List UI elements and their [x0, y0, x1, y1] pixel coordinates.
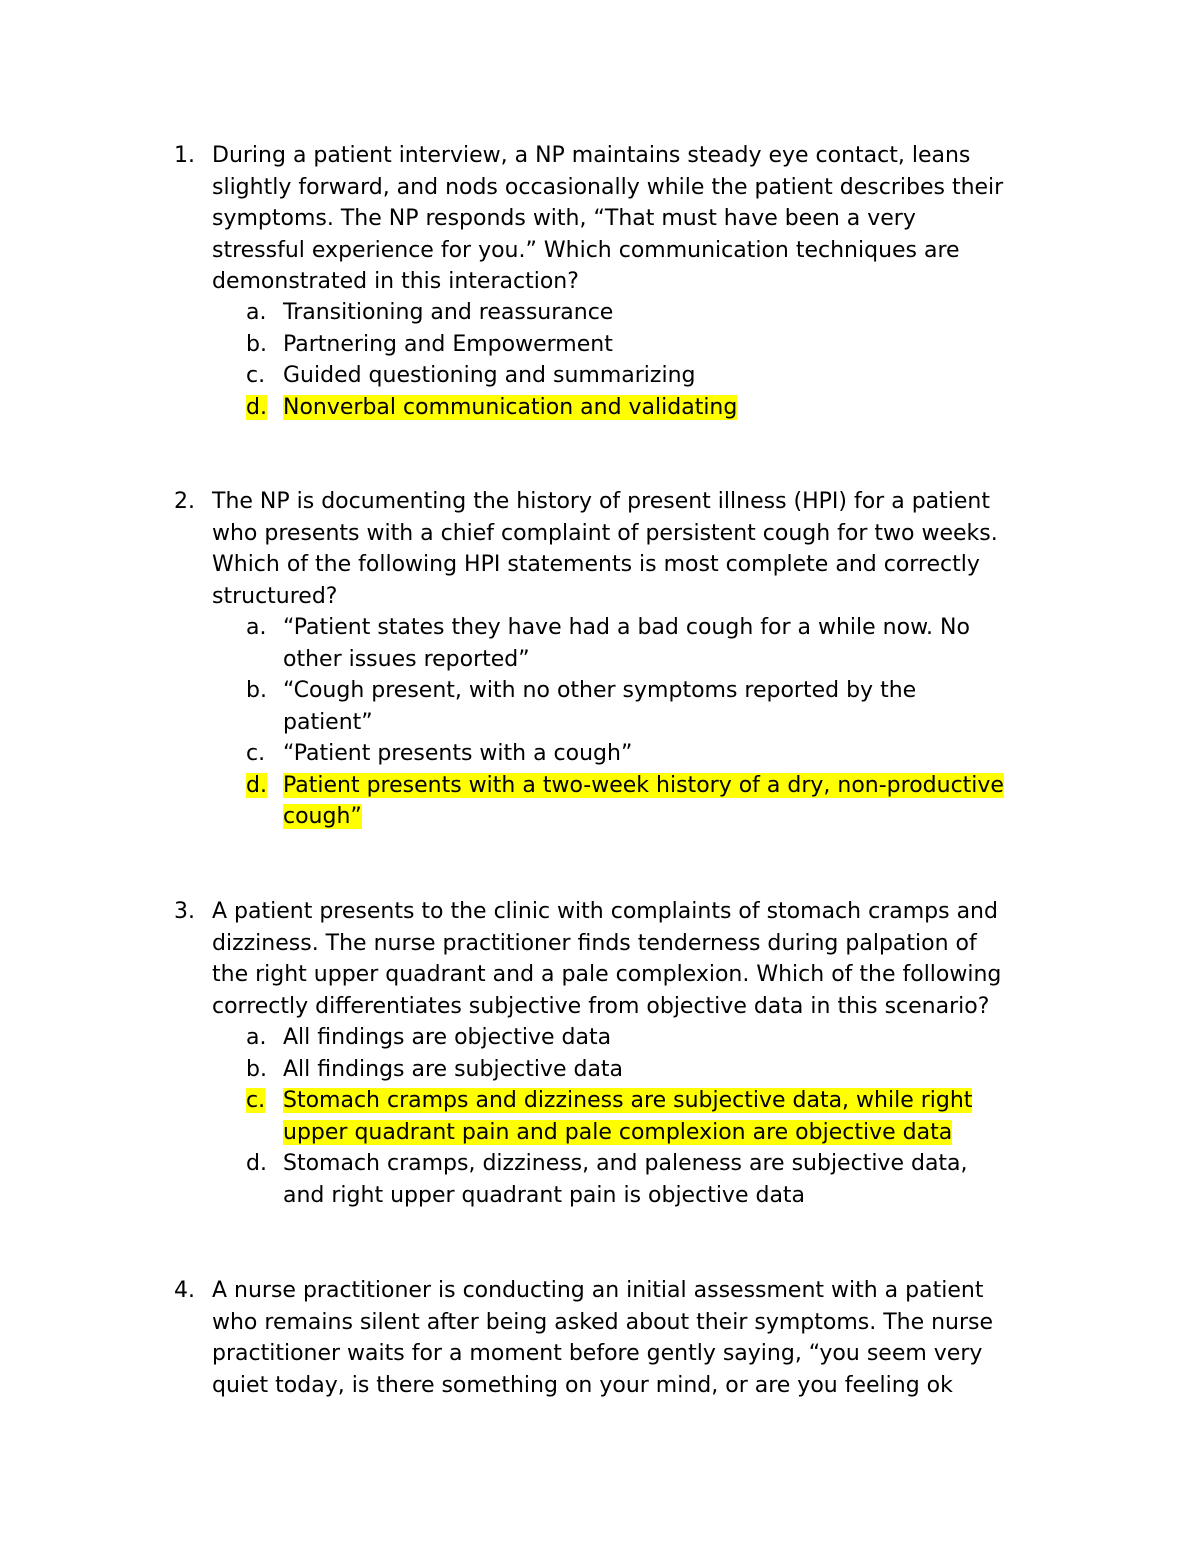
question-text: During a patient interview, a NP maintains steady eye contact, leans slightly forward, and nods occasionally while the patient describes their symptoms. The NP responds with, “That must have been a very stressful experience for you.” Which communication techniques are demonstrated in this interaction?: [212, 143, 1004, 294]
option-text: All findings are objective data: [283, 1025, 612, 1050]
option-label: b.: [246, 331, 267, 357]
question-text: A patient presents to the clinic with complaints of stomach cramps and dizziness. The nurse practitioner finds tenderness during palpation of the right upper quadrant and a pale complexion. Which of the following correctly differentiates subjective from objective data in this scenario?: [212, 899, 1002, 1019]
option-label: b.: [246, 678, 267, 703]
answer-options: [0, 297, 1200, 423]
option-label: b.: [246, 1056, 267, 1082]
question-number: 3.: [174, 899, 195, 924]
option-a: [0, 1022, 1200, 1054]
option-d: [0, 1148, 1200, 1211]
option-b: [0, 675, 1200, 738]
option-text: “Patient states they have had a bad cough for a while now. No other issues reported”: [283, 615, 970, 672]
question-number: 1.: [174, 143, 195, 168]
option-text: Partnering and Empowerment: [283, 331, 613, 357]
option-d-highlighted-answer: [0, 392, 1200, 424]
option-label: c.: [246, 363, 266, 388]
option-text: Stomach cramps and dizziness are subjective data, while right upper quadrant pain and pale complexion are objective data: [283, 1088, 973, 1145]
option-c-highlighted-answer: [0, 1085, 1200, 1148]
option-label: a.: [246, 615, 267, 640]
option-text: Transitioning and reassurance: [283, 300, 614, 325]
option-text: Nonverbal communication and validating: [283, 394, 738, 420]
option-text: “Cough present, with no other symptoms reported by the patient”: [283, 678, 917, 735]
option-text: Stomach cramps, dizziness, and paleness are subjective data, and right upper quadrant pain is objective data: [283, 1151, 968, 1208]
question-text: The NP is documenting the history of present illness (HPI) for a patient who presents with a chief complaint of persistent cough for two weeks. Which of the following HPI statements is most complete and correctly structured?: [212, 489, 998, 609]
option-text: Guided questioning and summarizing: [283, 363, 696, 388]
option-label: d.: [246, 1151, 267, 1176]
option-label: d.: [246, 772, 267, 798]
answer-options: [0, 612, 1200, 833]
option-text: Patient presents with a two-week history of a dry, non-productive cough”: [283, 772, 1004, 829]
option-b: [0, 1054, 1200, 1086]
option-a: [0, 297, 1200, 329]
option-c: [0, 738, 1200, 770]
question-number: 4.: [174, 1278, 195, 1303]
option-label: a.: [246, 1025, 267, 1050]
option-label: d.: [246, 394, 267, 420]
option-label: c.: [246, 741, 266, 766]
option-b: [0, 329, 1200, 361]
question-text: A nurse practitioner is conducting an initial assessment with a patient who remains silent after being asked about their symptoms. The nurse practitioner waits for a moment before gently saying, “you seem very quiet today, is there something on your mind, or are you feeling ok: [212, 1278, 994, 1398]
option-d-highlighted-answer: [0, 770, 1200, 833]
option-label: c.: [246, 1088, 266, 1113]
option-label: a.: [246, 300, 267, 325]
question-number: 2.: [174, 489, 195, 514]
option-text: All findings are subjective data: [283, 1056, 624, 1082]
answer-options: [0, 1022, 1200, 1211]
option-text: “Patient presents with a cough”: [283, 741, 633, 766]
option-c: [0, 360, 1200, 392]
option-a: [0, 612, 1200, 675]
